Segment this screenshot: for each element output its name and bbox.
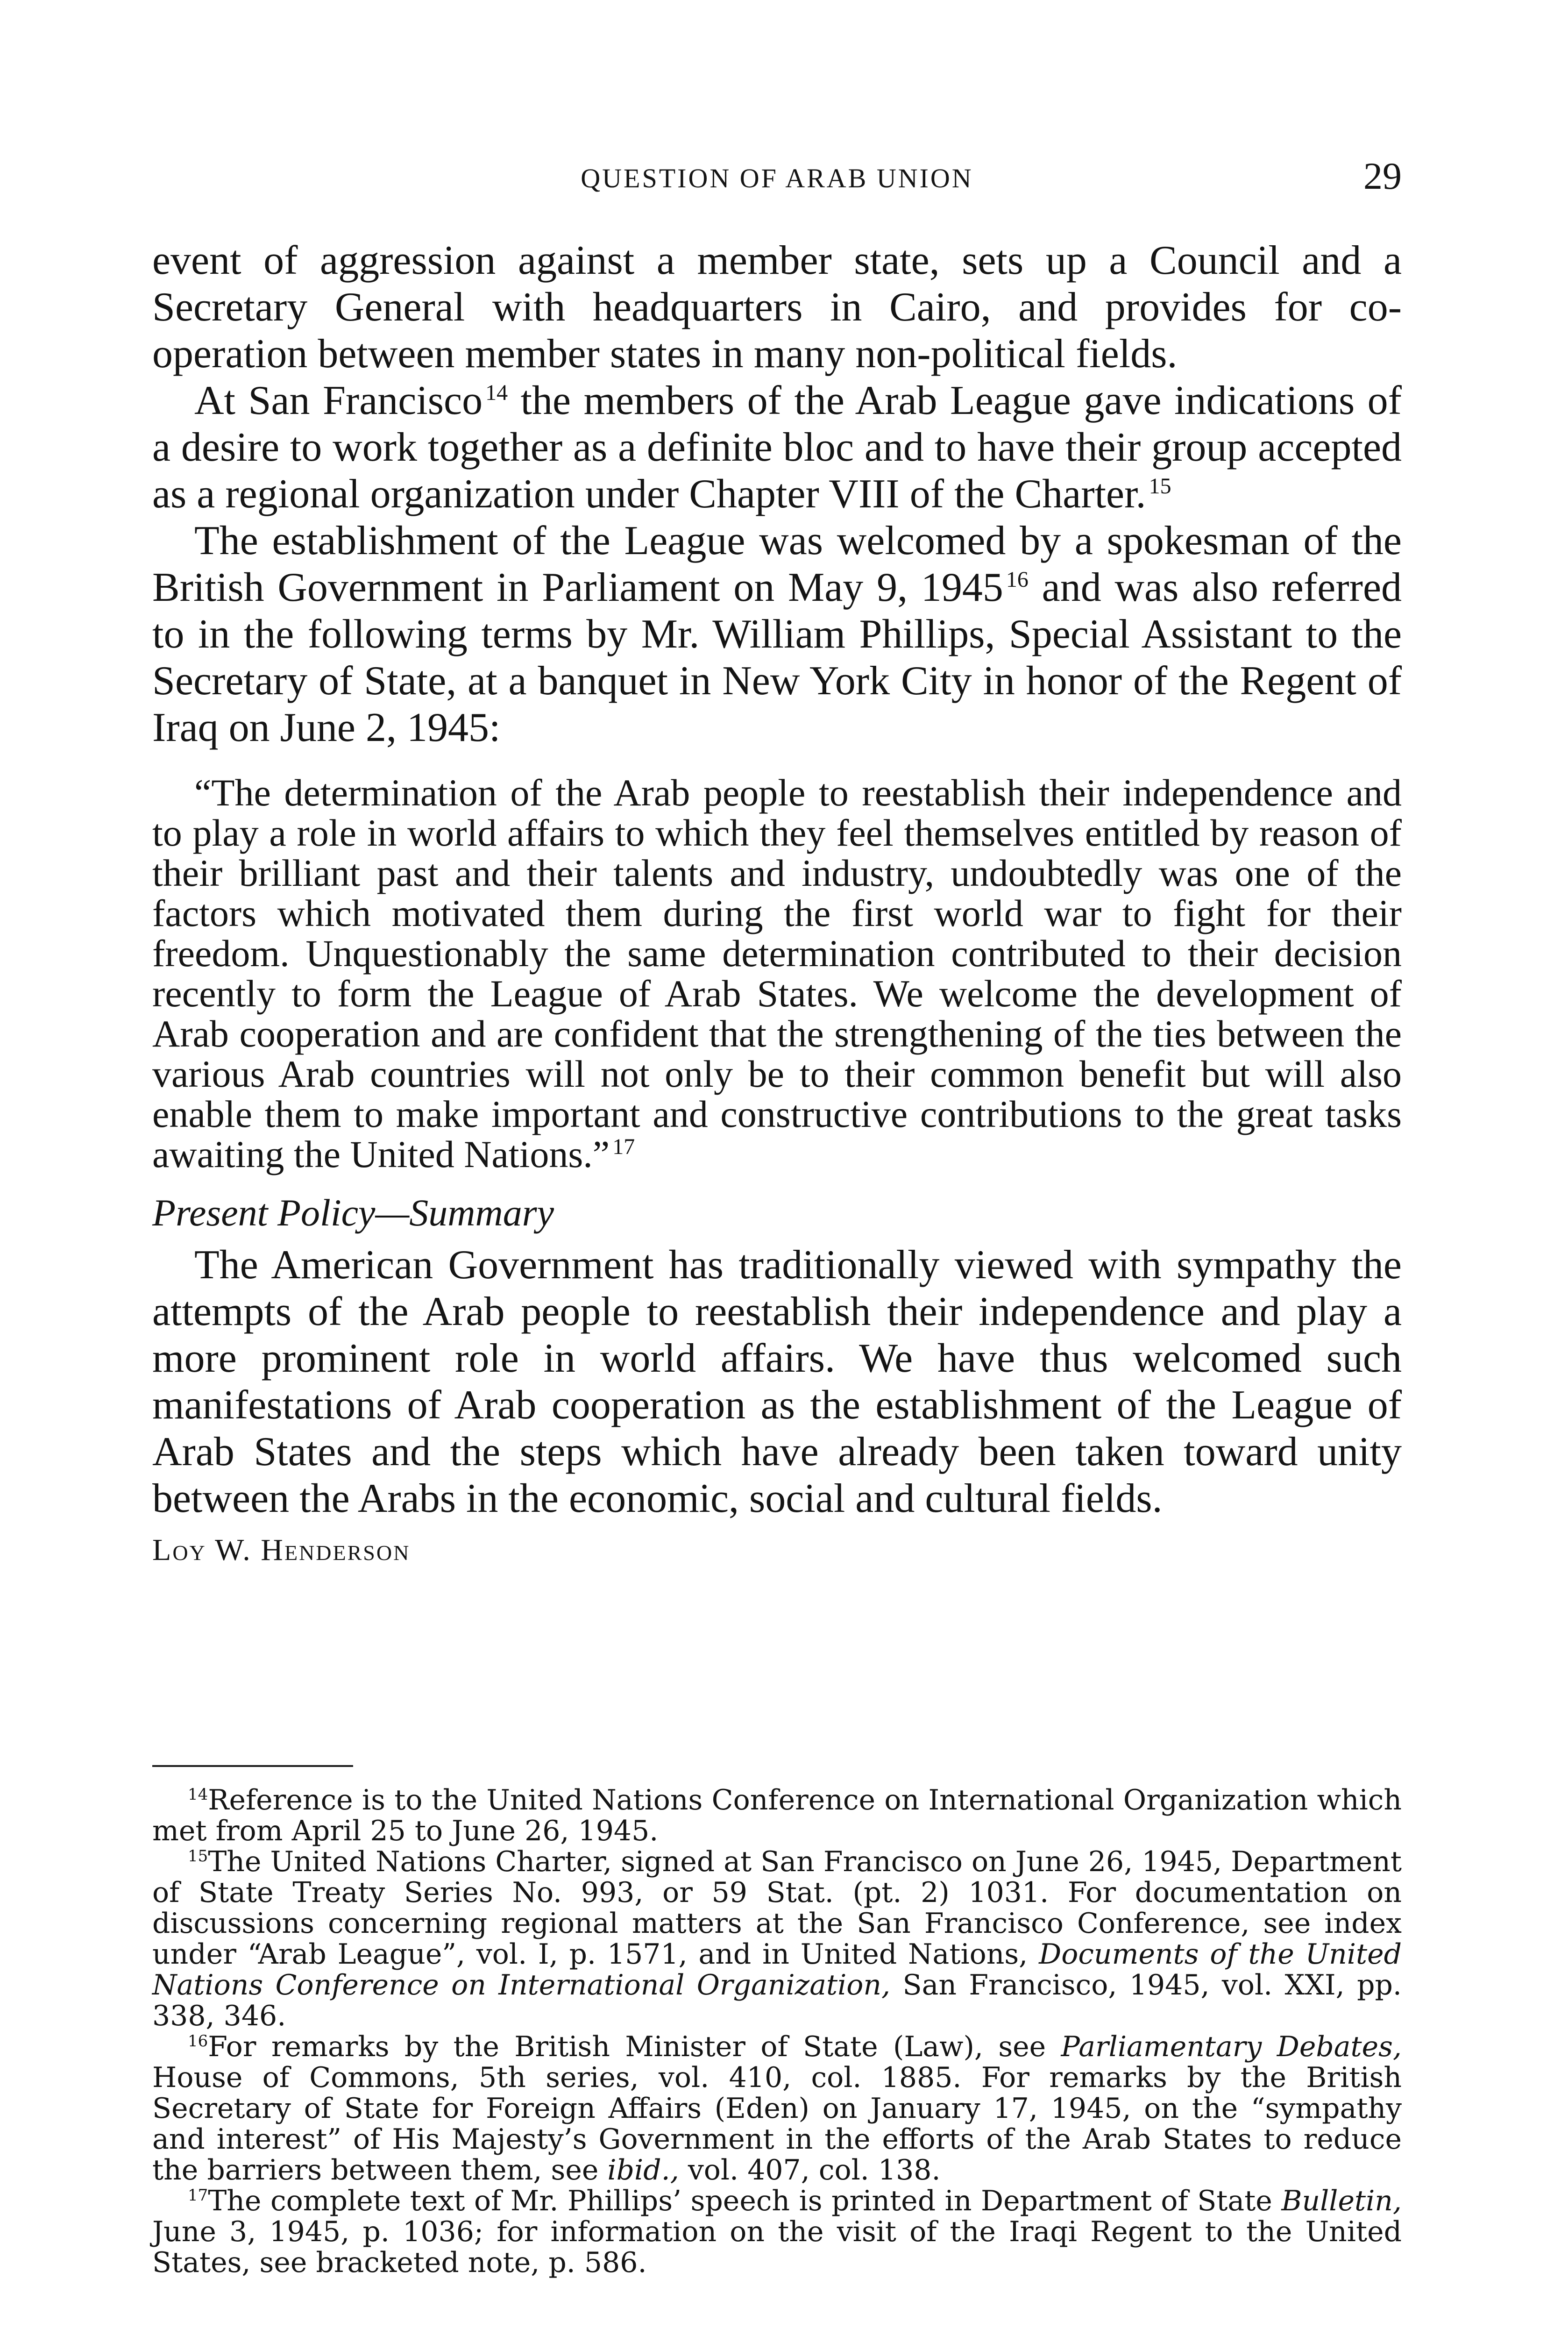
footnote-ref-15: 15: [1149, 473, 1171, 499]
footnote-16-italic-ibid: ibid.,: [607, 2154, 679, 2186]
footnote-ref-16: 16: [1006, 567, 1029, 592]
footnote-14-number: 14: [188, 1785, 208, 1804]
footnote-14-text: Reference is to the United Nations Conference on International Organization which met from April 25 to June 26, 1945.: [152, 1784, 1402, 1847]
footnote-ref-14: 14: [485, 380, 508, 405]
paragraph-1: event of aggression against a member state, sets up a Council and a Secretary General with headquarters in Cairo, and provides for co-operation between member states in many non-political fields.: [152, 238, 1402, 377]
footnote-17: [152, 2186, 1402, 2278]
footnote-15-number: 15: [188, 1847, 208, 1866]
footnote-15: [152, 1846, 1402, 2031]
footnote-16-number: 16: [188, 2032, 208, 2051]
paragraph-2-text-b: the members of the Arab League gave indications of a desire to work together as a definite bloc and to have their group accepted as a regional organization under Chapter VIII of the Charter.: [152, 378, 1402, 517]
paragraph-2: [152, 377, 1402, 518]
paragraph-3-text-b: and was also referred to in the following terms by Mr. William Phillips, Special Assistant to the Secretary of State, at a banquet in New York City in honor of the Regent of Iraq on June 2, 1945:: [152, 565, 1402, 750]
footnote-15-text-b: San Francisco, 1945, vol. XXI, pp. 338, 346.: [152, 1969, 1402, 2032]
footnote-15-italic: Documents of the United Nations Conference on International Organization,: [152, 1938, 1402, 2001]
body-text: [152, 237, 1402, 1574]
footnote-16-text-a: For remarks by the British Minister of State (Law), see: [208, 2030, 1061, 2063]
quote-text: “The determination of the Arab people to reestablish their independence and to play a role in world affairs to which they feel themselves entitled by reason of their brilliant past and their talents and industry, undoubtedly was one of the factors which motivated them during the first world war to fight for their freedom. Unquestionably the same determination contributed to their decision recently to form the League of Arab States. We welcome the development of Arab cooperation and are confident that the strengthening of the ties between the various Arab countries will not only be to their common benefit but will also enable them to make important and constructive contributions to the great tasks awaiting the United Nations.”: [152, 771, 1402, 1175]
footnote-16-italic: Parliamentary Debates,: [1061, 2030, 1402, 2063]
paragraph-2-text-a: At San Francisco: [194, 378, 483, 423]
footnote-16-text-c: vol. 407, col. 138.: [679, 2154, 941, 2186]
block-quote: [152, 773, 1402, 1175]
paragraph-3-text-a: The establishment of the League was welcomed by a spokesman of the British Government in Parliament on May 9, 1945: [152, 518, 1402, 610]
signature: Loy W. Henderson: [152, 1533, 411, 1567]
page-number: 29: [1363, 155, 1402, 197]
footnote-15-text-a: The United Nations Charter, signed at San Francisco on June 26, 1945, Department of State Treaty Series No. 993, or 59 Stat. (pt. 2) 1031. For documentation on discussions concerning regional matters at the San Francisco Conference, see index under “Arab League”, vol. I, p. 1571, and in United Nations,: [152, 1845, 1402, 1971]
footnote-17-text-b: June 3, 1945, p. 1036; for information on the visit of the Iraqi Regent to the United States, see bracketed note, p. 586.: [152, 2215, 1402, 2279]
footnote-ref-17: 17: [612, 1134, 635, 1159]
section-heading: Present Policy—Summary: [152, 1191, 554, 1234]
running-head: QUESTION OF ARAB UNION: [581, 163, 973, 193]
paragraph-4: The American Government has traditionally viewed with sympathy the attempts of the Arab people to reestablish their independence and play a more prominent role in world affairs. We have thus welcomed such manifestations of Arab cooperation as the establishment of the League of Arab States and the steps which have already been taken toward unity between the Arabs in the economic, social and cultural fields.: [152, 1242, 1402, 1521]
page-header: [152, 154, 1402, 206]
footnote-17-text-a: The complete text of Mr. Phillips’ speech is printed in Department of State: [208, 2185, 1282, 2217]
footnote-divider: [152, 1765, 353, 1767]
paragraph-3: [152, 518, 1402, 751]
footnote-17-number: 17: [188, 2186, 208, 2205]
footnote-14: [152, 1785, 1402, 1846]
footnotes: [152, 1785, 1402, 2278]
footnote-16-text-b: House of Commons, 5th series, vol. 410, col. 1885. For remarks by the British Secretary of State for Foreign Affairs (Eden) on January 17, 1945, on the “sympathy and interest” of His Majesty’s Government in the efforts of the Arab States to reduce the barriers between them, see: [152, 2061, 1402, 2186]
footnote-16: [152, 2031, 1402, 2186]
footnote-17-italic: Bulletin,: [1281, 2185, 1402, 2217]
